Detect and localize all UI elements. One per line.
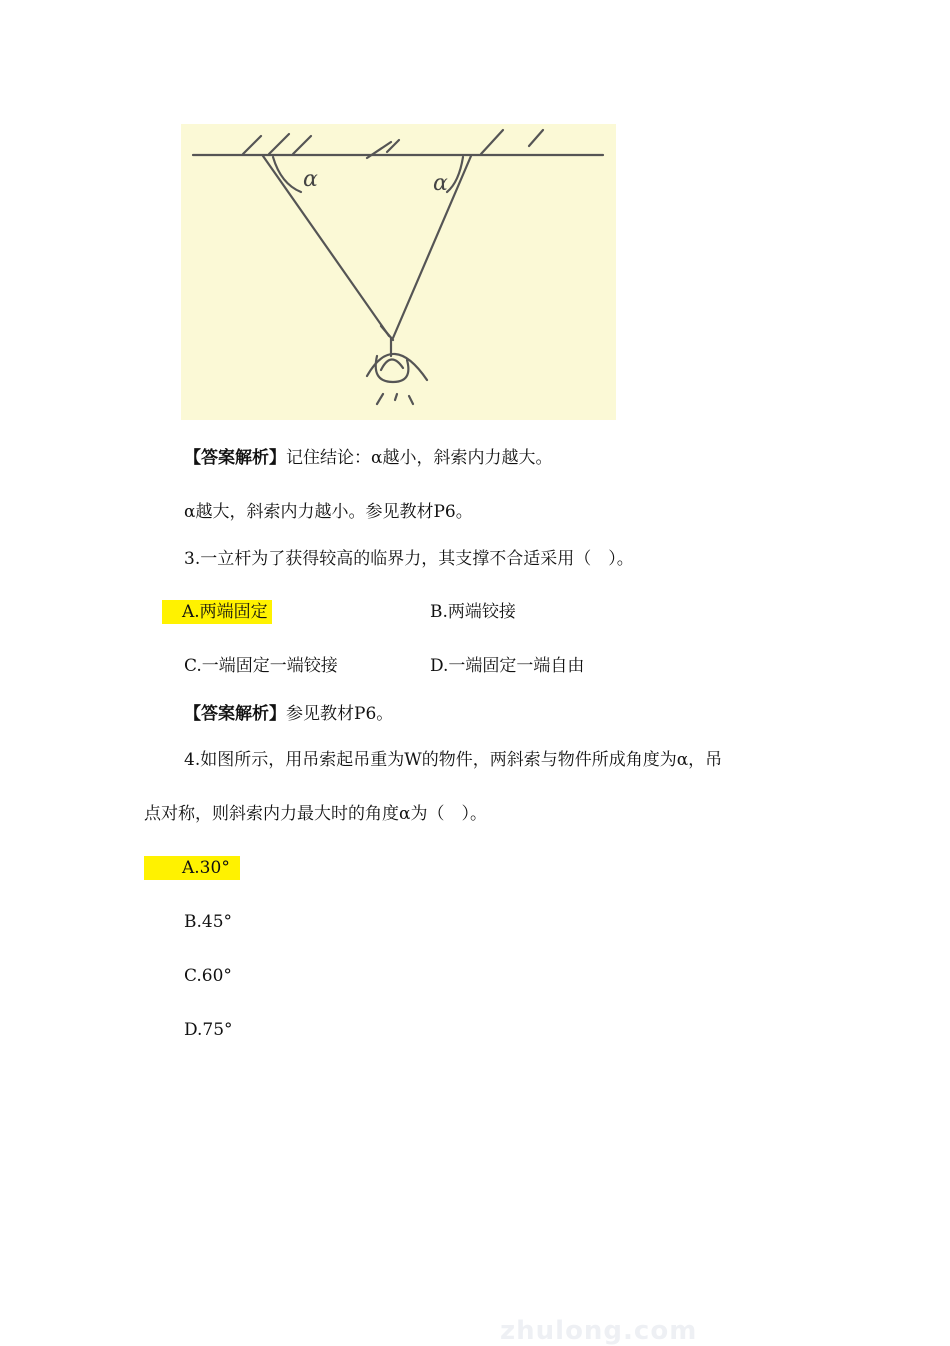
angle-label-left: α [303, 167, 318, 192]
q3-option-a: A.两端固定 [162, 600, 272, 624]
left-sling [263, 156, 389, 336]
q4-option-d: D.75° [184, 1020, 233, 1040]
q3-stem: 3.一立杆为了获得较高的临界力，其支撑不合适采用（ ）。 [184, 549, 634, 569]
answer-2-line1 [184, 446, 552, 470]
q4-option-a: A.30° [144, 856, 240, 880]
q3-option-d: D.一端固定一端自由 [430, 656, 585, 676]
sling-diagram-svg [181, 124, 616, 420]
answer-label: 【答案解析】 [184, 448, 286, 468]
answer-text: 参见教材P6。 [286, 704, 394, 724]
q4-stem-line1: 4.如图所示，用吊索起吊重为W的物件，两斜索与物件所成角度为α，吊 [184, 750, 723, 770]
q3-option-c: C.一端固定一端铰接 [184, 656, 338, 676]
sling-diagram [181, 124, 616, 420]
angle-label-right: α [433, 171, 448, 196]
q4-option-b: B.45° [184, 912, 233, 932]
watermark: zhulong.com [500, 1316, 698, 1346]
q4-stem-line2: 点对称，则斜索内力最大时的角度α为（ ）。 [144, 804, 487, 824]
q4-option-c: C.60° [184, 966, 232, 986]
q3-answer [184, 702, 393, 726]
right-sling [393, 156, 471, 338]
answer-2-line2: α越大，斜索内力越小。参见教材P6。 [184, 502, 473, 522]
answer-text: 记住结论：α越小，斜索内力越大。 [286, 448, 553, 468]
answer-label: 【答案解析】 [184, 704, 286, 724]
q3-option-b: B.两端铰接 [430, 602, 516, 622]
